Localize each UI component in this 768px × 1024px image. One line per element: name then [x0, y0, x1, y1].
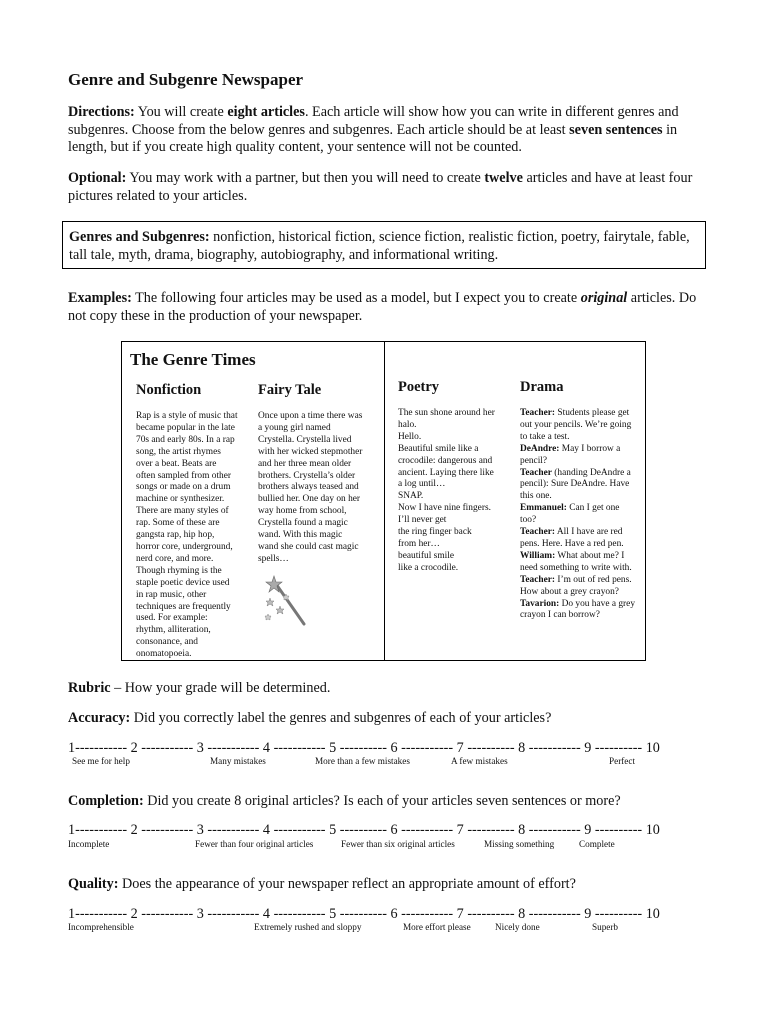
- optional-text: articles and have at least four pictures related to your articles.: [68, 170, 693, 204]
- genres-label: Genres and Subgenres:: [69, 229, 210, 245]
- drama-line: Teacher: All I have are red pens. Here. Have a red pen.: [520, 527, 624, 549]
- scale-label: See me for help: [72, 756, 130, 766]
- completion-label: Completion:: [68, 793, 144, 809]
- quality-question: [68, 876, 576, 893]
- completion-text: Did you create 8 original articles? Is each of your articles seven sentences or more?: [143, 793, 621, 809]
- directions-text: . Each article will show how you can write in different genres and subgenres. Choose from the below genres and subgenres. Each article should be at least: [68, 104, 679, 138]
- rubric-heading: [68, 680, 330, 697]
- scale-label: Many mistakes: [210, 756, 266, 766]
- directions-emphasis-articles: eight articles: [227, 104, 305, 120]
- nonfiction-article: Rap is a style of music that became popular in the late 70s and early 80s. In a rap song, the artist rhymes over a beat. Beats are often sampled from other songs or made on a drum machine or synthesizer. There are many styles of rap. Some of these are gangsta rap, hip hop, horror core, underground, nerd core, and more. Though rhyming is the staple poetic device used in rap music, other techniques are frequently used. For example: rhythm, alliteration, consonance, and onomatopoeia.: [136, 411, 238, 660]
- rubric-label: Rubric: [68, 680, 111, 696]
- drama-line: Teacher: Students please get out your pencils. We’re going to take a test.: [520, 408, 632, 442]
- accuracy-label: Accuracy:: [68, 710, 131, 726]
- fairy-tale-heading: Fairy Tale: [258, 382, 322, 398]
- scale-label: More than a few mistakes: [315, 756, 410, 766]
- drama-article: [520, 408, 635, 622]
- genres-list: nonfiction, historical fiction, science fiction, realistic fiction, poetry, fairytale, fable, tall tale, myth, drama, biography, autobiography, and informational writing.: [69, 229, 690, 263]
- optional-label: Optional:: [68, 170, 127, 186]
- examples-label: Examples:: [68, 290, 132, 306]
- drama-line: William: What about me? I need something to write with.: [520, 550, 632, 573]
- accuracy-scale: 1----------- 2 ----------- 3 ----------- 4 ----------- 5 ---------- 6 ----------- 7 ---------- 8 ----------- 9 ---------- 10: [68, 740, 660, 756]
- poetry-article: The sun shone around her halo. Hello. Beautiful smile like a crocodile: dangerous and ancient. Laying there like a log until… SNAP. Now I have nine fingers. I’ll never get the ring finger back from her… beautiful smile like a crocodile.: [398, 408, 495, 573]
- drama-heading: Drama: [520, 379, 564, 395]
- rubric-text: – How your grade will be determined.: [110, 680, 331, 696]
- newspaper-title: The Genre Times: [130, 350, 256, 369]
- scale-label: Superb: [592, 922, 619, 932]
- directions-label: Directions:: [68, 104, 135, 120]
- scale-label: Missing something: [484, 839, 555, 849]
- drama-line: Teacher: I’m out of red pens. How about a grey crayon?: [520, 574, 632, 597]
- quality-label: Quality:: [68, 876, 119, 892]
- directions-text: in length, but if you create high quality content, your sentence will not be counted.: [68, 121, 678, 155]
- magic-wand-icon: [264, 574, 312, 628]
- scale-label: Complete: [579, 839, 615, 849]
- examples-text: articles. Do not copy these in the production of your newspaper.: [68, 290, 697, 324]
- scale-label: Perfect: [609, 756, 636, 766]
- nonfiction-heading: Nonfiction: [136, 382, 202, 398]
- poetry-heading: Poetry: [398, 379, 440, 395]
- examples-text: The following four articles may be used as a model, but I expect you to create: [131, 290, 581, 306]
- accuracy-question: [68, 710, 551, 727]
- drama-line: DeAndre: May I borrow a pencil?: [520, 443, 621, 466]
- genre-times-newspaper: [121, 341, 646, 661]
- scale-label: Nicely done: [495, 922, 540, 932]
- scale-label: Extremely rushed and sloppy: [254, 922, 362, 932]
- directions-text: You will create: [134, 104, 228, 120]
- directions-paragraph: [68, 104, 708, 157]
- drama-line: Tavarion: Do you have a grey crayon I can borrow?: [520, 598, 636, 621]
- quality-text: Does the appearance of your newspaper reflect an appropriate amount of effort?: [118, 876, 576, 892]
- scale-label: Incomplete: [68, 839, 110, 849]
- optional-paragraph: [68, 170, 708, 205]
- quality-scale: 1----------- 2 ----------- 3 ----------- 4 ----------- 5 ---------- 6 ----------- 7 ---------- 8 ----------- 9 ---------- 10: [68, 906, 660, 922]
- drama-line: Teacher (handing DeAndre a pencil): Sure DeAndre. Have this one.: [520, 467, 631, 502]
- optional-text: You may work with a partner, but then you will need to create: [126, 170, 485, 186]
- optional-emphasis: twelve: [484, 170, 523, 186]
- scale-label: A few mistakes: [451, 756, 508, 766]
- examples-paragraph: [68, 290, 708, 325]
- drama-line: Emmanuel: Can I get one too?: [520, 503, 620, 526]
- document-title: Genre and Subgenre Newspaper: [68, 70, 304, 89]
- completion-question: [68, 793, 621, 810]
- scale-label: Fewer than four original articles: [195, 839, 314, 849]
- genres-box: [62, 221, 706, 269]
- scale-label: Fewer than six original articles: [341, 839, 455, 849]
- directions-emphasis-sentences: seven sentences: [569, 121, 663, 138]
- scale-label: More effort please: [403, 922, 471, 932]
- completion-scale: 1----------- 2 ----------- 3 ----------- 4 ----------- 5 ---------- 6 ----------- 7 ---------- 8 ----------- 9 ---------- 10: [68, 822, 660, 838]
- column-divider: [384, 342, 385, 660]
- fairy-tale-article: Once upon a time there was a young girl named Crystella. Crystella lived with her wicked stepmother and her three mean older brothers. Crystella’s older brothers always teased and bullied her. One day on her way home from school, Crystella found a magic wand. With this magic wand she could cast magic spells…: [258, 411, 363, 564]
- examples-emphasis: original: [580, 290, 628, 306]
- accuracy-text: Did you correctly label the genres and subgenres of each of your articles?: [130, 710, 552, 726]
- scale-label: Incomprehensible: [68, 922, 134, 932]
